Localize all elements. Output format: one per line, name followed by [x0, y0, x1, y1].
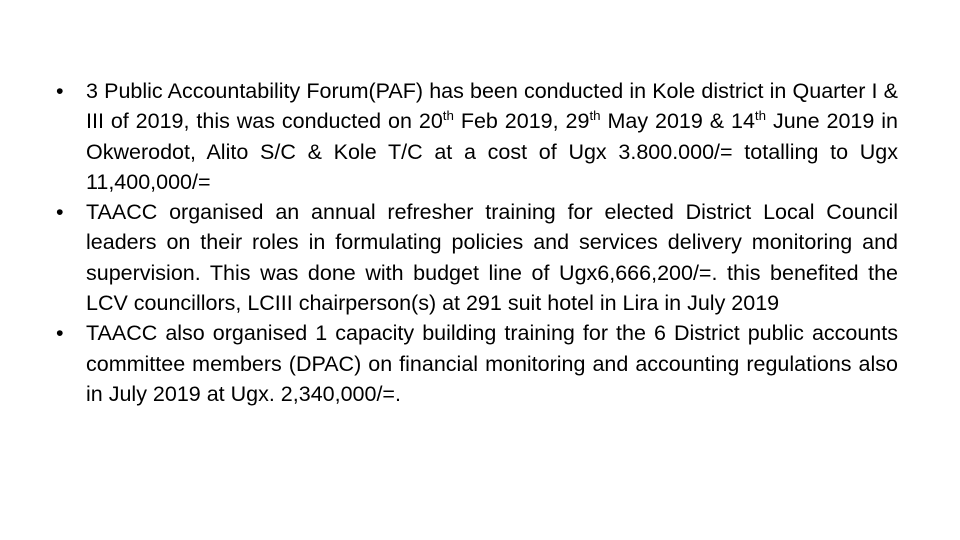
bullet-text: TAACC organised an annual refresher training for elected District Local Council leaders on their roles in formulating policies and services delivery monitoring and supervision. This was done with budget line of Ugx6,666,200/=. this benefited the LCV councillors, LCIII chairperson(s) at 291 suit hotel in Lira in July 2019 — [86, 200, 898, 316]
bullet-list — [56, 76, 898, 409]
bullet-text-part: Feb 2019, 29 — [453, 109, 590, 134]
bullet-point-icon: • — [56, 200, 64, 225]
bullet-text-part: May 2019 & 14 — [600, 109, 755, 134]
bullet-item-capacity-training — [56, 318, 898, 409]
bullet-text-part: 3 Public Accountability Forum(PAF) has been conducted in Kole district in Quarter I & III of 2019, this was conducted on 20 — [86, 79, 898, 134]
bullet-text: TAACC also organised 1 capacity building training for the 6 District public accounts committee members (DPAC) on financial monitoring and accounting regulations also in July 2019 at Ugx. 2,340,000/=. — [86, 321, 898, 406]
bullet-item-refresher-training — [56, 197, 898, 318]
ordinal-suffix: th — [442, 108, 454, 124]
ordinal-suffix: th — [589, 108, 601, 124]
bullet-text-part: June 2019 in Okwerodot, Alito S/C & Kole T/C at a cost of Ugx 3.800.000/= totalling to Ugx 11,400,000/= — [86, 109, 898, 194]
bullet-item-paf-forums — [56, 76, 898, 197]
bullet-point-icon: • — [56, 321, 64, 346]
ordinal-suffix: th — [754, 108, 767, 124]
bullet-point-icon: • — [56, 79, 64, 103]
